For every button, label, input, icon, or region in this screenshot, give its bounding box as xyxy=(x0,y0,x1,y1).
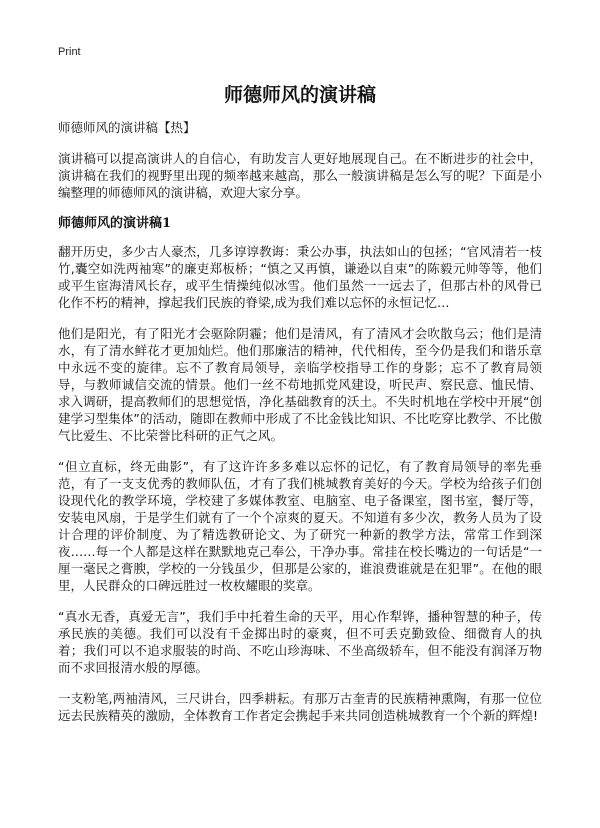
document-subtitle: 师德师风的演讲稿【热】 xyxy=(58,120,196,135)
body-paragraph-2: 他们是阳光，有了阳光才会驱除阴霾；他们是清风，有了清风才会吹散乌云；他们是清水，有了清水鲜花才更加灿烂。他们那廉洁的精神，代代相传，至今仍是我们和谐乐章中永远不变的旋律。忘不了教育局领导，亲临学校指导工作的身影；忘不了教育局领导，与教师诚信交流的情景。他们一丝不苟地抓党风建设，听民声、察民意、恤民情、求入调研，提高教师们的思想觉悟，净化基础教育的沃土。不失时机地在学校中开展“创建学习型集体”的活动，随即在教师中形成了不比金钱比知识、不比吃穿比教学、不比傲气比爱生、不比荣誉比科研的正气之风。 xyxy=(58,326,542,443)
document-title: 师德师风的演讲稿 xyxy=(223,84,376,106)
body-paragraph-3: “但立直标，终无曲影”，有了这许许多多难以忘怀的记忆，有了教育局领导的率先垂范，有了一支支优秀的教师队伍，才有了我们桃城教育美好的今天。学校为给孩子们创设现代化的教学环境，学校建了多媒体教室、电脑室、电子备课室，图书室，餐厅等，安装电风扇，于是学生们就有了一个个凉爽的夏天。不知道有多少次，教务人员为了设计合理的评价制度、为了精选教研论文、为了研究一种新的教学方法，常常工作到深夜……每一个人都是这样在默默地克己奉公，干净办事。常挂在校长嘴边的一句话是“一厘一毫民之膏腴，学校的一分钱虽少，但那是公家的，谁浪费谁就是在犯罪”。在他的眼里，人民群众的口碑远胜过一枚枚耀眼的奖章。 xyxy=(58,459,542,593)
intro-paragraph: 演讲稿可以提高演讲人的自信心，有助发言人更好地展现自己。在不断进步的社会中，演讲稿在我们的视野里出现的频率越来越高，那么一般演讲稿是怎么写的呢？下面是小编整理的师德师风的演讲稿，欢迎大家分享。 xyxy=(58,151,542,200)
section-heading: 师德师风的演讲稿1 xyxy=(58,216,172,231)
document-body xyxy=(58,120,542,738)
body-paragraph-5: 一支粉笔,两袖清风，三尺讲台，四季耕耘。有那万古奎青的民族精神熏陶，有那一位位远去民族精英的激励，全体教育工作者定会携起手来共同创造桃城教育一个个新的辉煌! xyxy=(58,691,542,723)
body-paragraph-4: “真水无香，真爱无言”，我们手中托着生命的天平，用心作犁铧，播种智慧的种子，传承民族的美德。我们可以没有千金掷出时的豪爽，但不可丢克勤致俭、细微育人的执着；我们可以不追求服装的时尚、不吃山珍海味、不坐高级轿车，但不能没有润泽万物而不求回报清水般的厚德。 xyxy=(58,609,542,675)
body-paragraph-1: 翻开历史，多少古人豪杰，几多谆谆教诲：秉公办事，执法如山的包拯；“官风清若一枝竹,囊空如洗两袖寒”的廉吏郑板桥；“慎之又再慎，谦逊以自束”的陈毅元帅等等，他们或平生宦海清风长存，或平生情操纯似冰雪。他们虽然一一远去了，但那古朴的风骨已化作不朽的精神，撑起我们民族的脊梁,成为我们难以忘怀的永恒记忆… xyxy=(58,244,542,310)
print-link[interactable]: Print xyxy=(58,46,81,58)
